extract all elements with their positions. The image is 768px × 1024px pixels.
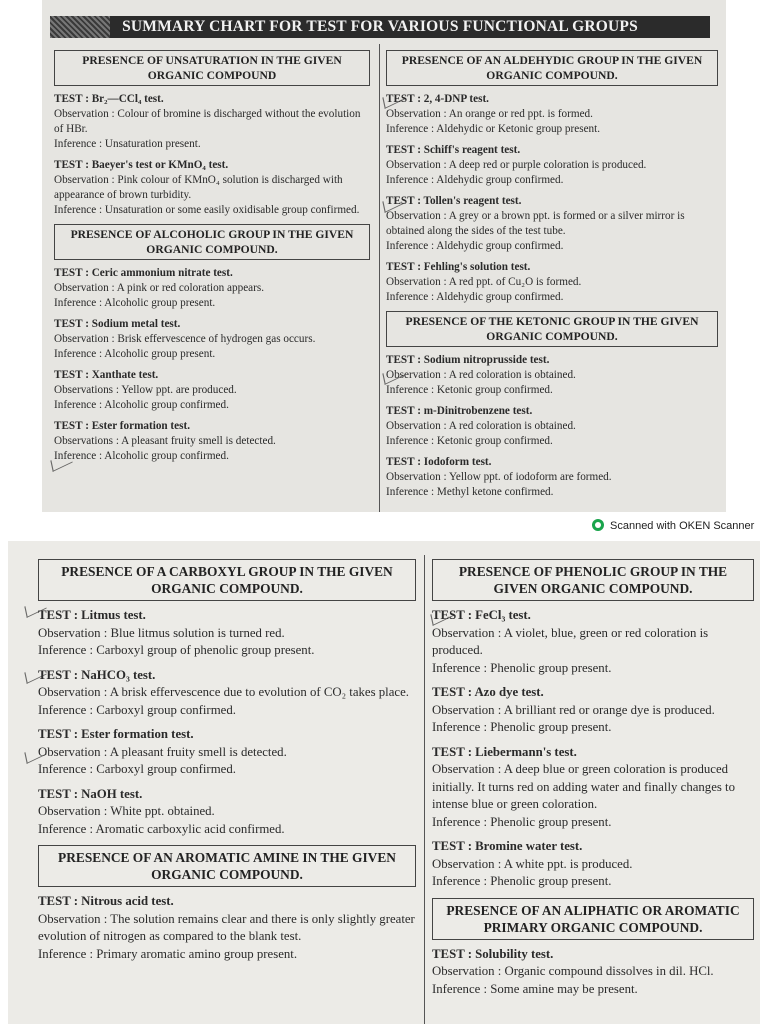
inference-text: Inference : Phenolic group present. <box>432 814 612 829</box>
test-name: TEST : Tollen's reagent test. <box>386 195 522 207</box>
test-name: TEST : Ester formation test. <box>54 420 191 432</box>
test-name: TEST : Iodoform test. <box>386 456 492 468</box>
column-divider <box>379 44 380 512</box>
observation-text: Observation : Colour of bromine is discharged without the evolution of HBr. <box>54 108 361 135</box>
inference-text: Inference : Unsaturation or some easily oxidisable group confirmed. <box>54 204 360 216</box>
inference-text: Inference : Aldehydic group confirmed. <box>386 240 564 252</box>
test-entry <box>386 143 718 188</box>
observation-text: Observation : The solution remains clear and there is only slightly greater evolution of nitrogen as compared to the blank test. <box>38 911 415 943</box>
scanned-page-2 <box>8 541 760 1024</box>
test-entry <box>54 266 370 311</box>
test-entry <box>432 684 754 737</box>
right-column <box>432 559 754 1005</box>
inference-text: Inference : Alcoholic group present. <box>54 297 216 309</box>
test-name: TEST : 2, 4-DNP test. <box>386 93 489 105</box>
test-entry <box>386 353 718 398</box>
page-title-banner: SUMMARY CHART FOR TEST FOR VARIOUS FUNCTIONAL GROUPS <box>50 16 710 38</box>
test-name: TEST : Fehling's solution test. <box>386 261 531 273</box>
test-name: TEST : Azo dye test. <box>432 685 544 699</box>
test-entry <box>386 260 718 305</box>
section-heading-box: PRESENCE OF UNSATURATION IN THE GIVEN ORGANIC COMPOUND <box>54 50 370 86</box>
test-entry <box>54 158 370 218</box>
inference-text: Inference : Ketonic group confirmed. <box>386 384 553 396</box>
test-entry <box>432 838 754 891</box>
inference-text: Inference : Phenolic group present. <box>432 874 612 888</box>
test-name: TEST : Sodium nitroprusside test. <box>386 354 550 366</box>
test-entry <box>386 194 718 254</box>
test-name: TEST : NaOH test. <box>38 786 143 801</box>
section-heading-box: PRESENCE OF AN ALDEHYDIC GROUP IN THE GIVEN ORGANIC COMPOUND. <box>386 50 718 86</box>
column-divider <box>424 555 425 1024</box>
test-entry <box>386 455 718 500</box>
observation-text: Observation : A red coloration is obtained. <box>386 420 576 432</box>
test-entry <box>386 404 718 449</box>
inference-text: Inference : Alcoholic group confirmed. <box>54 450 229 462</box>
test-entry <box>38 667 416 720</box>
inference-text: Inference : Carboxyl group confirmed. <box>38 762 236 776</box>
test-entry <box>432 946 754 999</box>
test-name: TEST : Liebermann's test. <box>432 744 577 759</box>
inference-text: Inference : Aromatic carboxylic acid confirmed. <box>38 821 285 836</box>
test-name: TEST : Xanthate test. <box>54 369 159 381</box>
section-heading-box: PRESENCE OF THE KETONIC GROUP IN THE GIVEN ORGANIC COMPOUND. <box>386 311 718 347</box>
observation-text: Observations : A pleasant fruity smell is detected. <box>54 435 276 447</box>
left-column <box>38 559 416 970</box>
test-name: TEST : NaHCO₃ test. <box>38 667 156 682</box>
observation-text: Observation : Yellow ppt. of iodoform are formed. <box>386 471 612 483</box>
observation-text: Observation : A grey or a brown ppt. is formed or a silver mirror is obtained along the sides of the test tube. <box>386 210 685 237</box>
observation-text: Observation : Blue litmus solution is turned red. <box>38 625 285 640</box>
inference-text: Inference : Phenolic group present. <box>432 720 612 734</box>
observation-text: Observation : A pink or red coloration appears. <box>54 282 265 294</box>
right-column <box>386 50 718 506</box>
observation-text: Observation : Pink colour of KMnO₄ solution is discharged with appearance of brown turbidity. <box>54 174 343 201</box>
inference-text: Inference : Alcoholic group confirmed. <box>54 399 229 411</box>
observation-text: Observations : Yellow ppt. are produced. <box>54 384 237 396</box>
test-name: TEST : Nitrous acid test. <box>38 894 174 908</box>
test-entry <box>38 893 416 963</box>
test-name: TEST : Ceric ammonium nitrate test. <box>54 267 233 279</box>
inference-text: Inference : Aldehydic group confirmed. <box>386 174 564 186</box>
section-heading-box: PRESENCE OF AN AROMATIC AMINE IN THE GIVEN ORGANIC COMPOUND. <box>38 845 416 887</box>
test-entry <box>54 92 370 152</box>
inference-text: Inference : Unsaturation present. <box>54 138 201 150</box>
test-name: TEST : Schiff's reagent test. <box>386 144 521 156</box>
test-name: TEST : Br₂—CCl₄ test. <box>54 93 164 105</box>
inference-text: Inference : Phenolic group present. <box>432 660 612 675</box>
test-name: TEST : Litmus test. <box>38 608 146 622</box>
observation-text: Observation : A brisk effervescence due to evolution of CO₂ takes place. <box>38 685 409 699</box>
scanned-page-1 <box>42 0 726 512</box>
test-name: TEST : Solubility test. <box>432 946 554 961</box>
observation-text: Observation : A pleasant fruity smell is detected. <box>38 744 287 759</box>
inference-text: Inference : Primary aromatic amino group present. <box>38 946 298 961</box>
scanner-logo-icon <box>592 519 604 531</box>
test-name: TEST : Baeyer's test or KMnO₄ test. <box>54 159 229 171</box>
inference-text: Inference : Methyl ketone confirmed. <box>386 486 554 498</box>
section-heading-box: PRESENCE OF AN ALIPHATIC OR AROMATIC PRIMARY ORGANIC COMPOUND. <box>432 898 754 940</box>
scanner-watermark-text: Scanned with OKEN Scanner <box>610 520 755 532</box>
observation-text: Observation : Organic compound dissolves in dil. HCl. <box>432 964 714 978</box>
inference-text: Inference : Aldehydic or Ketonic group present. <box>386 123 601 135</box>
section-heading-box: PRESENCE OF ALCOHOLIC GROUP IN THE GIVEN ORGANIC COMPOUND. <box>54 224 370 260</box>
test-entry <box>54 368 370 413</box>
observation-text: Observation : A red coloration is obtained. <box>386 369 576 381</box>
inference-text: Inference : Some amine may be present. <box>432 981 638 996</box>
section-heading-box: PRESENCE OF PHENOLIC GROUP IN THE GIVEN ORGANIC COMPOUND. <box>432 559 754 601</box>
test-entry <box>38 726 416 779</box>
test-entry <box>38 786 416 839</box>
test-entry <box>432 607 754 677</box>
test-name: TEST : m-Dinitrobenzene test. <box>386 405 533 417</box>
observation-text: Observation : A brilliant red or orange dye is produced. <box>432 702 715 717</box>
observation-text: Observation : Brisk effervescence of hydrogen gas occurs. <box>54 333 316 345</box>
inference-text: Inference : Ketonic group confirmed. <box>386 435 553 447</box>
test-entry <box>432 744 754 832</box>
test-entry <box>54 317 370 362</box>
observation-text: Observation : A violet, blue, green or red coloration is produced. <box>432 625 709 657</box>
observation-text: Observation : A deep blue or green coloration is produced initially. It turns red on adding water and finally changes to intense blue or green coloration. <box>432 762 736 811</box>
test-name: TEST : FeCl₃ test. <box>432 608 531 622</box>
observation-text: Observation : White ppt. obtained. <box>38 804 215 818</box>
test-name: TEST : Bromine water test. <box>432 839 583 853</box>
inference-text: Inference : Carboxyl group of phenolic group present. <box>38 643 315 657</box>
observation-text: Observation : A red ppt. of Cu₂O is formed. <box>386 276 582 288</box>
inference-text: Inference : Alcoholic group present. <box>54 348 216 360</box>
observation-text: Observation : A deep red or purple coloration is produced. <box>386 159 647 171</box>
test-entry <box>386 92 718 137</box>
inference-text: Inference : Carboxyl group confirmed. <box>38 702 236 717</box>
scanner-watermark <box>592 518 754 534</box>
test-entry <box>38 607 416 660</box>
inference-text: Inference : Aldehydic group confirmed. <box>386 291 564 303</box>
test-name: TEST : Ester formation test. <box>38 727 194 741</box>
observation-text: Observation : A white ppt. is produced. <box>432 856 633 871</box>
test-entry <box>54 419 370 464</box>
test-name: TEST : Sodium metal test. <box>54 318 181 330</box>
left-column <box>54 50 370 470</box>
observation-text: Observation : An orange or red ppt. is formed. <box>386 108 593 120</box>
section-heading-box: PRESENCE OF A CARBOXYL GROUP IN THE GIVEN ORGANIC COMPOUND. <box>38 559 416 601</box>
